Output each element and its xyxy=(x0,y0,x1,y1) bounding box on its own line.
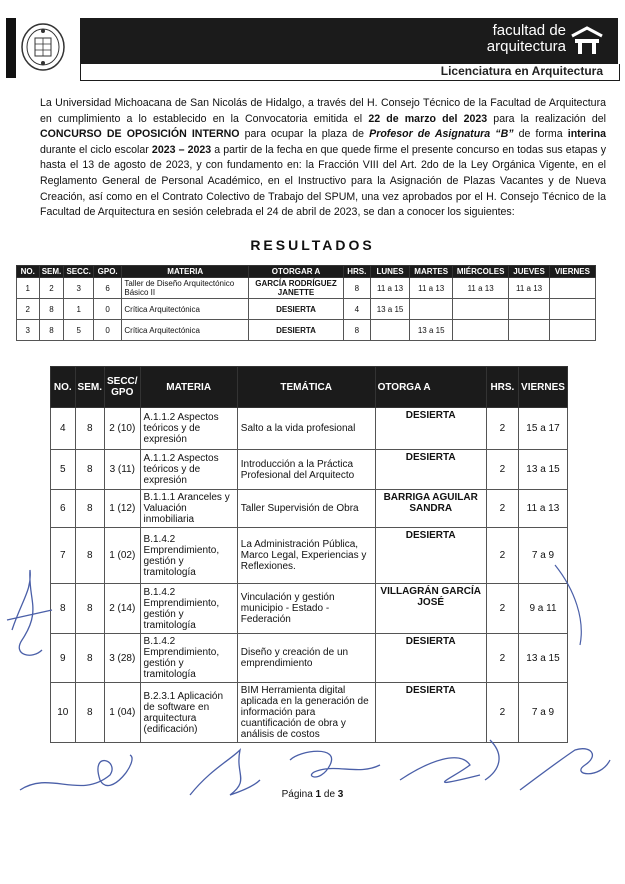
footer-prefix: Página xyxy=(281,789,316,800)
cell: 8 xyxy=(343,278,370,299)
footer-total: 3 xyxy=(337,789,344,800)
col-header: OTORGA A xyxy=(375,367,486,408)
col-header: SEM. xyxy=(75,367,104,408)
col-header: MARTES xyxy=(410,266,452,278)
cell: 8 xyxy=(343,320,370,341)
footer-page: 1 xyxy=(315,789,322,800)
cell: 2 xyxy=(486,408,518,450)
cell xyxy=(452,299,508,320)
cell: Taller de Diseño Arquitectónico Básico II xyxy=(122,278,249,299)
cell xyxy=(452,320,508,341)
cell: Diseño y creación de un emprendimiento xyxy=(237,634,375,683)
cell: B.1.4.2 Emprendimiento, gestión y tramitología xyxy=(140,528,237,584)
col-header: SECC. xyxy=(64,266,93,278)
cell: 5 xyxy=(51,450,76,490)
results-title: RESULTADOS xyxy=(250,237,375,253)
intro-date: 22 de marzo del 2023 xyxy=(368,112,488,125)
intro-ciclo: 2023 – 2023 xyxy=(151,143,212,156)
cell: Salto a la vida profesional xyxy=(237,408,375,450)
signature-right-margin xyxy=(545,560,595,650)
footer-middle: de xyxy=(321,789,338,800)
table-row xyxy=(51,490,568,528)
table-row xyxy=(51,634,568,683)
intro-text: de forma xyxy=(513,128,568,141)
cell: Crítica Arquitectónica xyxy=(122,320,249,341)
intro-text: durante el ciclo escolar xyxy=(40,143,152,156)
cell: 13 a 15 xyxy=(410,320,452,341)
results-table-1 xyxy=(16,265,596,341)
cell: 8 xyxy=(75,683,104,743)
cell: 3 xyxy=(64,278,93,299)
signature-left-margin xyxy=(2,540,62,670)
table-header-row xyxy=(17,266,596,278)
cell xyxy=(549,320,595,341)
col-header: TEMÁTICA xyxy=(237,367,375,408)
cell: 11 a 13 xyxy=(518,490,567,528)
table-row xyxy=(51,408,568,450)
cell: 8 xyxy=(75,528,104,584)
cell: 8 xyxy=(75,584,104,634)
cell: 2 xyxy=(486,450,518,490)
cell xyxy=(549,278,595,299)
intro-plaza: Profesor de Asignatura “B” xyxy=(369,128,514,141)
faculty-line-1: facultad de xyxy=(492,22,566,39)
cell: 15 a 17 xyxy=(518,408,567,450)
cell: 0 xyxy=(93,299,121,320)
cell: 10 xyxy=(51,683,76,743)
cell: 1 (02) xyxy=(104,528,140,584)
cell: 1 (12) xyxy=(104,490,140,528)
cell: DESIERTA xyxy=(375,450,486,490)
cell: 8 xyxy=(75,450,104,490)
cell: 2 (10) xyxy=(104,408,140,450)
cell: 3 (28) xyxy=(104,634,140,683)
cell: B.2.3.1 Aplicación de software en arquitectura (edificación) xyxy=(140,683,237,743)
faculty-logo-icon xyxy=(570,26,604,56)
cell: 1 xyxy=(64,299,93,320)
table-row xyxy=(51,528,568,584)
cell: 3 (11) xyxy=(104,450,140,490)
cell: Taller Supervisión de Obra xyxy=(237,490,375,528)
cell: 11 a 13 xyxy=(452,278,508,299)
intro-paragraph xyxy=(40,96,606,221)
cell: 2 xyxy=(486,490,518,528)
cell: 8 xyxy=(75,634,104,683)
cell: 0 xyxy=(93,320,121,341)
cell xyxy=(509,299,549,320)
cell: 11 a 13 xyxy=(410,278,452,299)
cell: 6 xyxy=(51,490,76,528)
col-header: MIÉRCOLES xyxy=(452,266,508,278)
cell: B.1.4.2 Emprendimiento, gestión y tramitología xyxy=(140,584,237,634)
left-edge-mark xyxy=(6,18,16,78)
cell: 7 a 9 xyxy=(518,683,567,743)
cell: 7 a 9 xyxy=(518,528,567,584)
intro-text: para la realización del xyxy=(487,112,606,125)
cell: DESIERTA xyxy=(375,408,486,450)
cell: DESIERTA xyxy=(375,634,486,683)
col-header: MATERIA xyxy=(122,266,249,278)
table-row xyxy=(51,584,568,634)
intro-text: La Universidad Michoacana de San Nicolás de Hidalgo, a través del H. Consejo Técnico de la Facultad de Arquitectura en cumplimiento a lo establecido en la Convocatoria emitida el xyxy=(40,97,606,125)
cell: 3 xyxy=(17,320,40,341)
cell: 2 xyxy=(39,278,64,299)
cell: 2 xyxy=(486,528,518,584)
cell: BIM Herramienta digital aplicada en la generación de información para cuantificación de obra y análisis de costos xyxy=(237,683,375,743)
cell: VILLAGRÁN GARCÍA JOSÉ xyxy=(375,584,486,634)
cell: Crítica Arquitectónica xyxy=(122,299,249,320)
cell: 13 a 15 xyxy=(518,450,567,490)
col-header: SECC/ GPO xyxy=(104,367,140,408)
cell: DESIERTA xyxy=(249,320,344,341)
program-bar xyxy=(80,64,620,81)
cell: GARCÍA RODRÍGUEZ JANETTE xyxy=(249,278,344,299)
col-header: JUEVES xyxy=(509,266,549,278)
cell: 2 (14) xyxy=(104,584,140,634)
cell: 6 xyxy=(93,278,121,299)
intro-text: para ocupar la plaza de xyxy=(239,128,370,141)
cell: 7 xyxy=(51,528,76,584)
cell xyxy=(549,299,595,320)
cell: 5 xyxy=(64,320,93,341)
col-header: HRS. xyxy=(343,266,370,278)
cell: 8 xyxy=(39,299,64,320)
intro-text: a partir de la fecha en que quede firme el presente concurso en todas sus etapas y hasta el 13 de agosto de 2023, y con fundamento en: la Fracción VIII del Art. 2do de la Ley Orgánica Vigente, en el Reglamento General de Personal Académico, en el Instructivo para la Asignación de Plazas Vacantes y de Nueva Creación, así como en el Contrato Colectivo de Trabajo del SPUM, una vez aprobados por el H. Consejo Técnico de la Facultad de Arquitectura en sesión celebrada el 24 de abril de 2023, se dan a conocer los siguientes: xyxy=(40,143,607,219)
table-row xyxy=(17,278,596,299)
table-row xyxy=(51,450,568,490)
program-name: Licenciatura en Arquitectura xyxy=(440,64,603,78)
cell: 1 xyxy=(17,278,40,299)
faculty-line-2: arquitectura xyxy=(486,38,566,55)
cell: Introducción a la Práctica Profesional del Arquitecto xyxy=(237,450,375,490)
cell: 8 xyxy=(39,320,64,341)
cell: Vinculación y gestión municipio - Estado - Federación xyxy=(237,584,375,634)
cell: 8 xyxy=(75,408,104,450)
cell: 8 xyxy=(75,490,104,528)
cell: B.1.1.1 Aranceles y Valuación inmobiliaria xyxy=(140,490,237,528)
col-header: GPO. xyxy=(93,266,121,278)
cell xyxy=(410,299,452,320)
intro-concurso: CONCURSO DE OPOSICIÓN INTERNO xyxy=(40,128,240,141)
cell: 2 xyxy=(486,683,518,743)
col-header: VIERNES xyxy=(518,367,567,408)
cell: 9 a 11 xyxy=(518,584,567,634)
university-seal-icon xyxy=(20,22,66,72)
page-footer xyxy=(0,789,625,800)
cell: 2 xyxy=(17,299,40,320)
cell: A.1.1.2 Aspectos teóricos y de expresión xyxy=(140,450,237,490)
results-table-2 xyxy=(50,366,568,743)
col-header: MATERIA xyxy=(140,367,237,408)
cell: 9 xyxy=(51,634,76,683)
table-header-row xyxy=(51,367,568,408)
cell: A.1.1.2 Aspectos teóricos y de expresión xyxy=(140,408,237,450)
cell: 4 xyxy=(343,299,370,320)
cell: 11 a 13 xyxy=(370,278,410,299)
table-row xyxy=(17,299,596,320)
cell: B.1.4.2 Emprendimiento, gestión y tramitología xyxy=(140,634,237,683)
cell: 13 a 15 xyxy=(518,634,567,683)
col-header: HRS. xyxy=(486,367,518,408)
cell: 11 a 13 xyxy=(509,278,549,299)
cell: 1 (04) xyxy=(104,683,140,743)
cell: DESIERTA xyxy=(375,683,486,743)
cell: La Administración Pública, Marco Legal, Experiencias y Reflexiones. xyxy=(237,528,375,584)
cell: 8 xyxy=(51,584,76,634)
col-header: NO. xyxy=(51,367,76,408)
cell: 2 xyxy=(486,584,518,634)
cell: 4 xyxy=(51,408,76,450)
cell: 2 xyxy=(486,634,518,683)
intro-forma: interina xyxy=(567,128,607,141)
col-header: OTORGAR A xyxy=(249,266,344,278)
col-header: SEM. xyxy=(39,266,64,278)
col-header: NO. xyxy=(17,266,40,278)
cell: DESIERTA xyxy=(249,299,344,320)
cell: DESIERTA xyxy=(375,528,486,584)
table-row xyxy=(17,320,596,341)
cell: 13 a 15 xyxy=(370,299,410,320)
col-header: VIERNES xyxy=(549,266,595,278)
faculty-name xyxy=(468,23,566,55)
signatures-bottom xyxy=(0,720,625,820)
cell xyxy=(370,320,410,341)
col-header: LUNES xyxy=(370,266,410,278)
cell: BARRIGA AGUILAR SANDRA xyxy=(375,490,486,528)
cell xyxy=(509,320,549,341)
